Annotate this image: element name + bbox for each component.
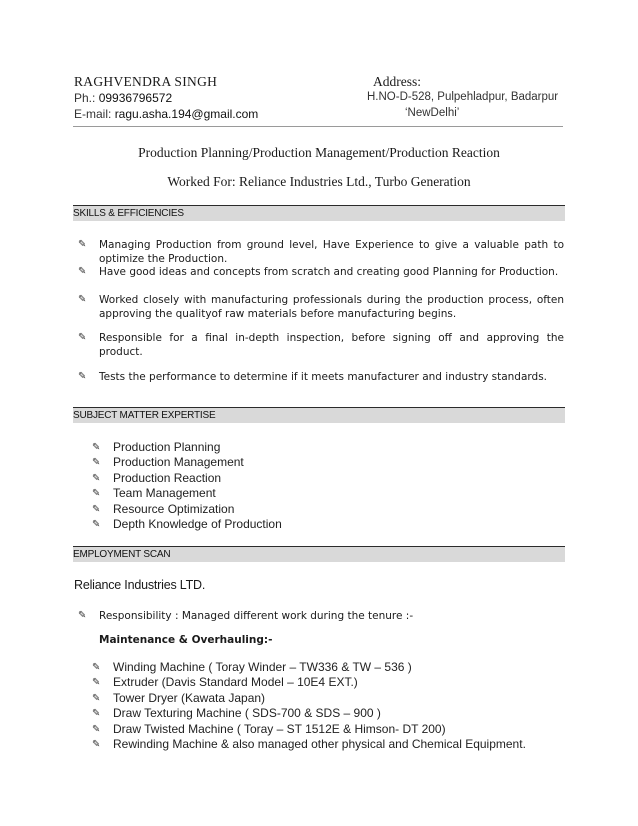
phone-line	[74, 91, 172, 105]
expertise-item: Production Planning	[113, 440, 221, 454]
pencil-bullet-icon: ✎	[92, 442, 101, 453]
pencil-bullet-icon: ✎	[78, 371, 87, 382]
machine-item: Rewinding Machine & also managed other physical and Chemical Equipment.	[113, 737, 526, 751]
section-heading-skills: SKILLS & EFFICIENCIES	[73, 205, 565, 221]
company-name: Reliance Industries LTD.	[74, 578, 206, 592]
objective-subtitle: Worked For: Reliance Industries Ltd., Turbo Generation	[167, 174, 471, 189]
pencil-bullet-icon: ✎	[92, 662, 101, 673]
phone-label: Ph.:	[74, 91, 96, 105]
pencil-bullet-icon: ✎	[78, 610, 87, 621]
expertise-item: Resource Optimization	[113, 502, 235, 516]
machine-item: Winding Machine ( Toray Winder – TW336 & TW – 536 )	[113, 660, 412, 674]
pencil-bullet-icon: ✎	[92, 519, 101, 530]
skill-item: Responsible for a final in-depth inspection, before signing off and approving the product.	[99, 332, 564, 358]
pencil-bullet-icon: ✎	[78, 294, 87, 305]
list-item	[78, 265, 564, 279]
expertise-item: Depth Knowledge of Production	[113, 517, 282, 531]
pencil-bullet-icon: ✎	[92, 693, 101, 704]
pencil-bullet-icon: ✎	[92, 504, 101, 515]
list-item	[78, 293, 564, 321]
pencil-bullet-icon: ✎	[78, 266, 87, 277]
phone-number: 09936796572	[98, 91, 173, 105]
address-line-1: H.NO-D-528, Pulpehladpur, Badarpur	[367, 91, 559, 103]
email-address[interactable]: ragu.asha.194@gmail.com	[114, 107, 259, 121]
pencil-bullet-icon: ✎	[92, 739, 101, 750]
maintenance-subheading: Maintenance & Overhauling:-	[99, 634, 273, 646]
pencil-bullet-icon: ✎	[92, 724, 101, 735]
skill-item: Have good ideas and concepts from scratch and creating good Planning for Production.	[99, 266, 559, 278]
candidate-name: RAGHVENDRA SINGH	[74, 74, 218, 89]
responsibility-text: Responsibility : Managed different work during the tenure :-	[99, 610, 414, 622]
pencil-bullet-icon: ✎	[92, 457, 101, 468]
header-divider	[73, 126, 563, 127]
expertise-item: Production Management	[113, 455, 244, 469]
pencil-bullet-icon: ✎	[92, 708, 101, 719]
section-heading-expertise: SUBJECT MATTER EXPERTISE	[73, 407, 565, 423]
machine-item: Draw Twisted Machine ( Toray – ST 1512E & Himson- DT 200)	[113, 722, 446, 736]
list-item	[78, 370, 564, 384]
email-line	[74, 107, 258, 121]
machine-item: Draw Texturing Machine ( SDS-700 & SDS – 900 )	[113, 706, 381, 720]
pencil-bullet-icon: ✎	[92, 677, 101, 688]
machine-item: Extruder (Davis Standard Model – 10E4 EXT.)	[113, 675, 358, 689]
skill-item: Managing Production from ground level, Have Experience to give a valuable path to optimize the Production.	[99, 239, 564, 265]
list-item	[78, 331, 564, 359]
objective-title: Production Planning/Production Management/Production Reaction	[138, 145, 500, 160]
list-item	[78, 609, 564, 623]
pencil-bullet-icon: ✎	[78, 332, 87, 343]
address-line-2: ‘NewDelhi’	[405, 107, 460, 119]
skill-item: Tests the performance to determine if it meets manufacturer and industry standards.	[99, 371, 548, 383]
pencil-bullet-icon: ✎	[92, 473, 101, 484]
section-heading-employment: EMPLOYMENT SCAN	[73, 546, 565, 562]
skill-item: Worked closely with manufacturing professionals during the production process, often approving the qualityof raw materials before manufacturing begins.	[99, 294, 564, 320]
pencil-bullet-icon: ✎	[92, 488, 101, 499]
expertise-item: Production Reaction	[113, 471, 222, 485]
email-label: E-mail:	[74, 107, 112, 121]
pencil-bullet-icon: ✎	[78, 239, 87, 250]
list-item	[78, 238, 564, 266]
address-label: Address:	[373, 74, 421, 89]
expertise-item: Team Management	[113, 486, 216, 500]
machine-item: Tower Dryer (Kawata Japan)	[113, 691, 266, 705]
